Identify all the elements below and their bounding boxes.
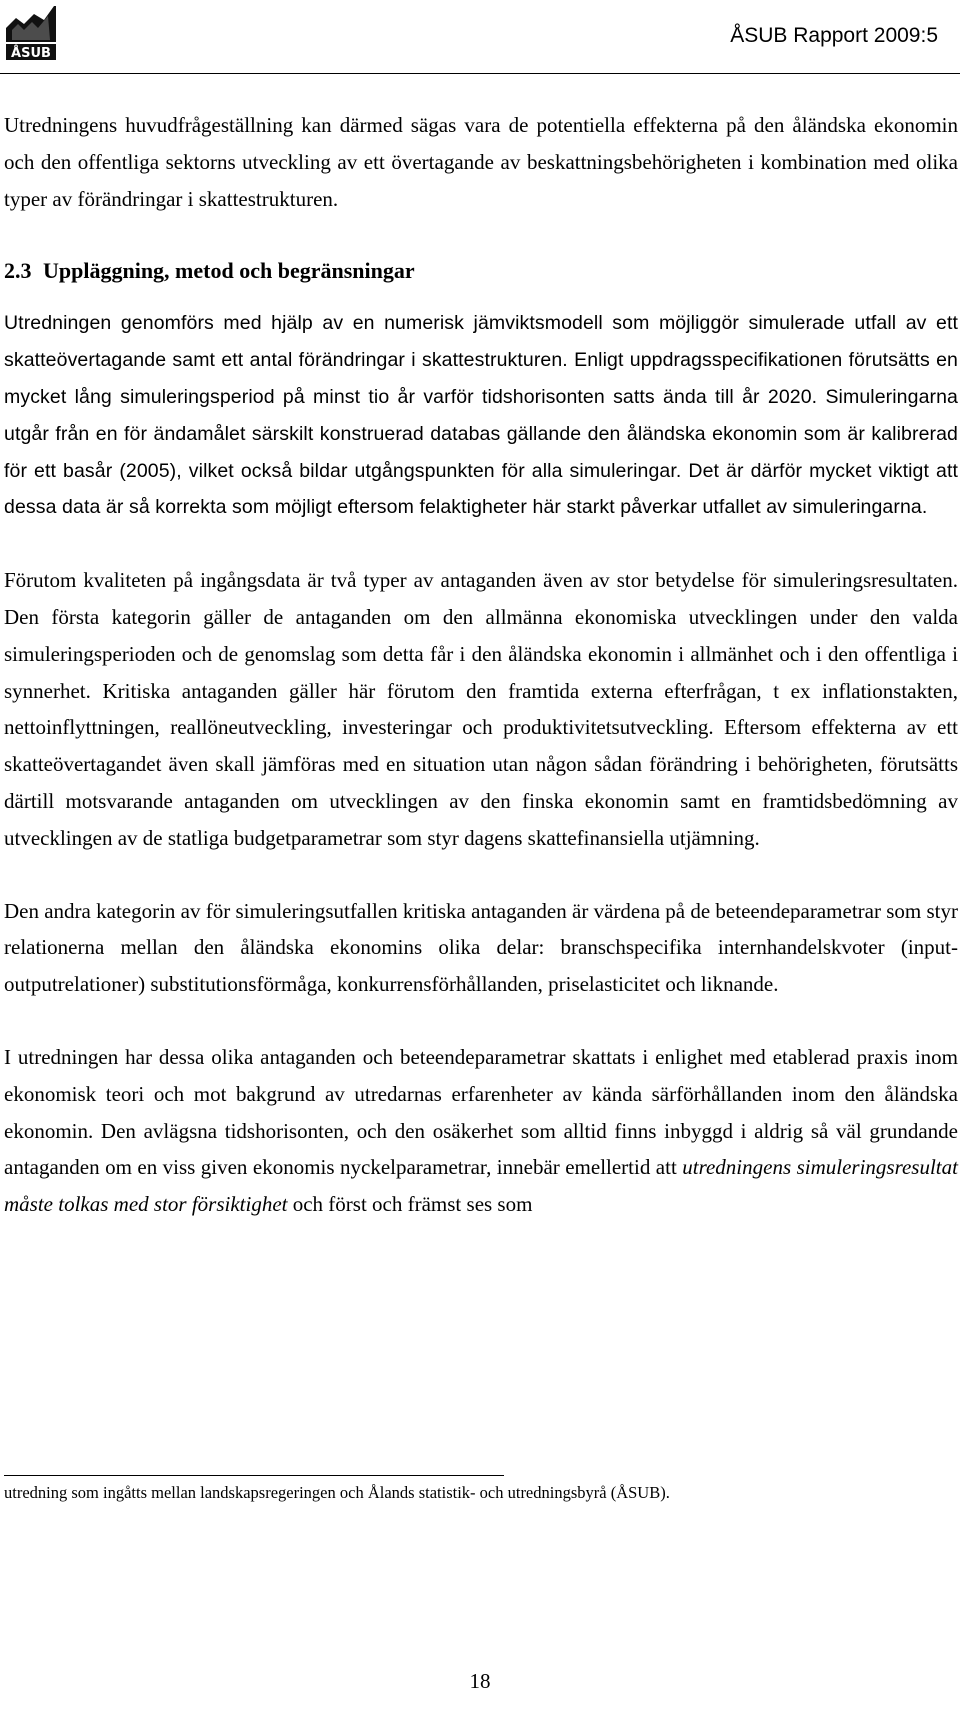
paragraph-behaviour-parameters: Den andra kategorin av för simuleringsutfallen kritiska antaganden är värdena på de beteendeparametrar som styr relationerna mellan den åländska ekonomins olika delar: branschspecifika internhandelskvoter (input-outputrelationer) substitutionsförmåga, konkurrensförhållanden, priselasticitet och liknande. bbox=[4, 898, 958, 997]
paragraph-interpretation bbox=[4, 1039, 958, 1223]
footnote-text: utredning som ingåtts mellan landskapsregeringen och Ålands statistik- och utredningsbyrå (ÅSUB). bbox=[4, 1483, 670, 1502]
page-content bbox=[4, 107, 958, 1223]
paragraph-assumptions: Förutom kvaliteten på ingångsdata är två typer av antaganden även av stor betydelse för simuleringsresultaten. Den första kategorin gäller de antaganden om den allmänna ekonomiska utvecklingen under den valda simuleringsperioden och de genomslag som detta får i den åländska ekonomin i allmänhet och i den offentliga i synnerhet. Kritiska antaganden gäller här förutom den framtida externa efterfrågan, t ex inflationstakten, nettoinflyttningen, reallöneutveckling, investeringar och produktivitetsutveckling. Eftersom effekterna av ett skatteövertagandet även skall jämföras med en situation utan någon sådan förändring i behörigheten, förutsätts därtill motsvarande antaganden om utvecklingen av den finska ekonomin samt en framtidsbedömning av utvecklingen av de statliga budgetparametrar som styr dagens skattefinansiella utjämning. bbox=[4, 568, 958, 850]
paragraph-interpretation-emphasis: utredningens simuleringsresultat måste tolkas med stor försiktighet bbox=[4, 1155, 958, 1217]
section-heading bbox=[4, 253, 958, 289]
page-number: 18 bbox=[469, 1669, 491, 1693]
header-divider bbox=[0, 73, 960, 74]
paragraph-method: Utredningen genomförs med hjälp av en numerisk jämviktsmodell som möjliggör simulerade utfall av ett skatteövertagande samt ett antal förändringar i skattestrukturen. Enligt uppdragsspecifikationen förutsätts en mycket lång simuleringsperiod på minst tio år varför tidshorisonten satts ända till år 2020. Simuleringarna utgår från en för ändamålet särskilt konstruerad databas gällande den åländska ekonomin som är kalibrerad för ett basår (2005), vilket också bildar utgångspunkten för alla simuleringar. Det är därför mycket viktigt att dessa data är så korrekta som möjligt eftersom felaktigheter här starkt påverkar utfallet av simuleringarna. bbox=[4, 312, 958, 519]
footnote-divider bbox=[4, 1475, 504, 1476]
intro-paragraph: Utredningens huvudfrågeställning kan därmed sägas vara de potentiella effekterna på den åländska ekonomin och den offentliga sektorns utveckling av ett övertagande av beskattningsbehörigheten i kombination med olika typer av förändringar i skattestrukturen. bbox=[4, 113, 958, 211]
asub-logo bbox=[4, 4, 60, 64]
section-title: Uppläggning, metod och begränsningar bbox=[43, 258, 415, 284]
paragraph-interpretation-end: och först och främst ses som bbox=[287, 1192, 533, 1217]
svg-text:ÅSUB: ÅSUB bbox=[11, 46, 51, 61]
sans-paragraph-block bbox=[4, 305, 958, 526]
report-title: ÅSUB Rapport 2009:5 bbox=[730, 24, 938, 47]
page-header bbox=[0, 0, 960, 76]
section-number: 2.3 bbox=[4, 258, 32, 284]
paragraph-interpretation-start: I utredningen har dessa olika antaganden och beteendeparametrar skattats i enlighet med etablerad praxis inom ekonomisk teori och mot bakgrund av utredarnas erfarenheter av kända särförhållanden inom den åländska ekonomin. Den avlägsna tidshorisonten, och den osäkerhet som alltid finns inbyggd i aldrig så väl grundande antaganden om en viss given ekonomis nyckelparametrar, innebär emellertid att bbox=[4, 1044, 958, 1180]
